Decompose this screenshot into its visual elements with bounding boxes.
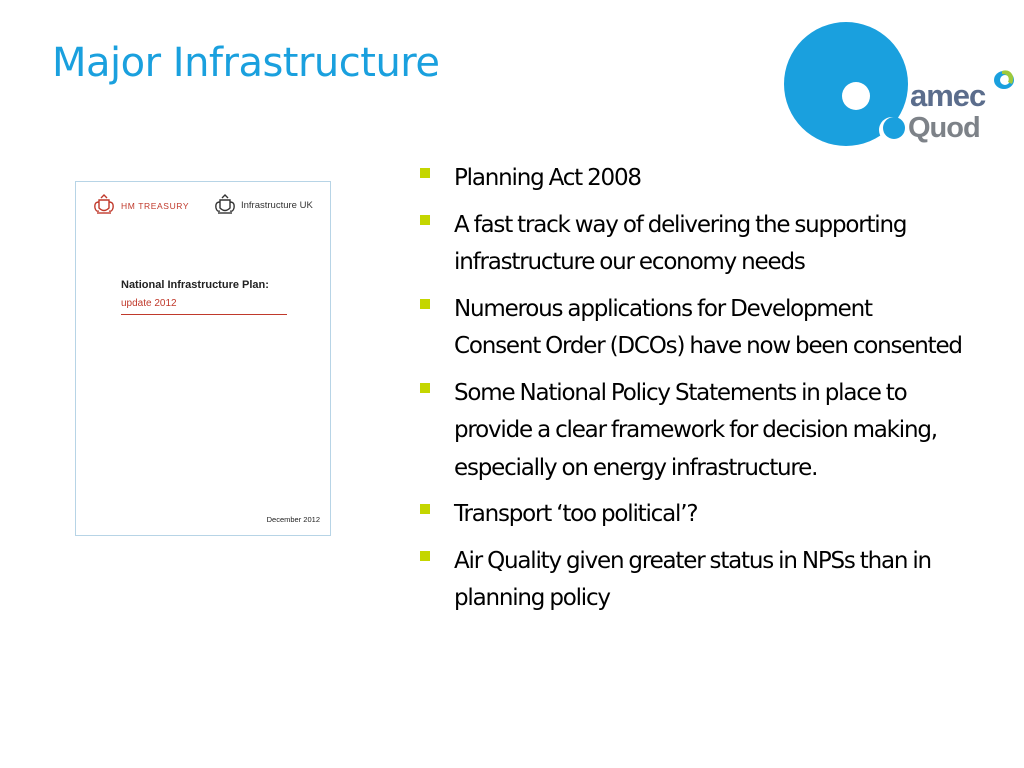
logo-word-amec: amec: [910, 78, 986, 113]
infrastructure-uk-label: Infrastructure UK: [241, 200, 313, 211]
bullet-list: [414, 160, 974, 627]
document-title: National Infrastructure Plan:: [121, 279, 269, 291]
bullet-square-icon: [420, 168, 430, 178]
bullet-item: [414, 207, 974, 282]
hm-treasury-label: HM TREASURY: [121, 201, 190, 211]
bullet-text: Air Quality given greater status in NPSs than in planning policy: [454, 547, 931, 611]
bullet-square-icon: [420, 551, 430, 561]
document-date: December 2012: [266, 515, 320, 524]
royal-crest-icon: [92, 194, 116, 216]
bullet-square-icon: [420, 215, 430, 225]
bullet-square-icon: [420, 383, 430, 393]
bullet-text: Transport ‘too political’?: [454, 501, 698, 527]
logo-graphic: [782, 18, 1022, 146]
slide-title: Major Infrastructure: [52, 40, 440, 86]
royal-crest-icon: [213, 194, 237, 216]
bullet-item: [414, 160, 974, 198]
bullet-item: [414, 375, 974, 488]
bullet-item: [414, 291, 974, 366]
document-divider: [121, 314, 287, 315]
bullet-item: [414, 496, 974, 534]
bullet-square-icon: [420, 504, 430, 514]
bullet-text: A fast track way of delivering the supporting infrastructure our economy needs: [454, 211, 907, 275]
bullet-text: Some National Policy Statements in place to provide a clear framework for decision making, especially on energy infrastructure.: [454, 379, 937, 481]
bullet-item: [414, 543, 974, 618]
bullet-text: Numerous applications for Development Consent Order (DCOs) have now been consented: [454, 295, 962, 359]
document-cover-image: [75, 181, 331, 536]
bullet-square-icon: [420, 299, 430, 309]
amec-quod-logo: [782, 18, 1022, 146]
document-subtitle: update 2012: [121, 298, 177, 309]
bullet-text: Planning Act 2008: [454, 165, 641, 191]
logo-word-quod: Quod: [908, 112, 980, 144]
